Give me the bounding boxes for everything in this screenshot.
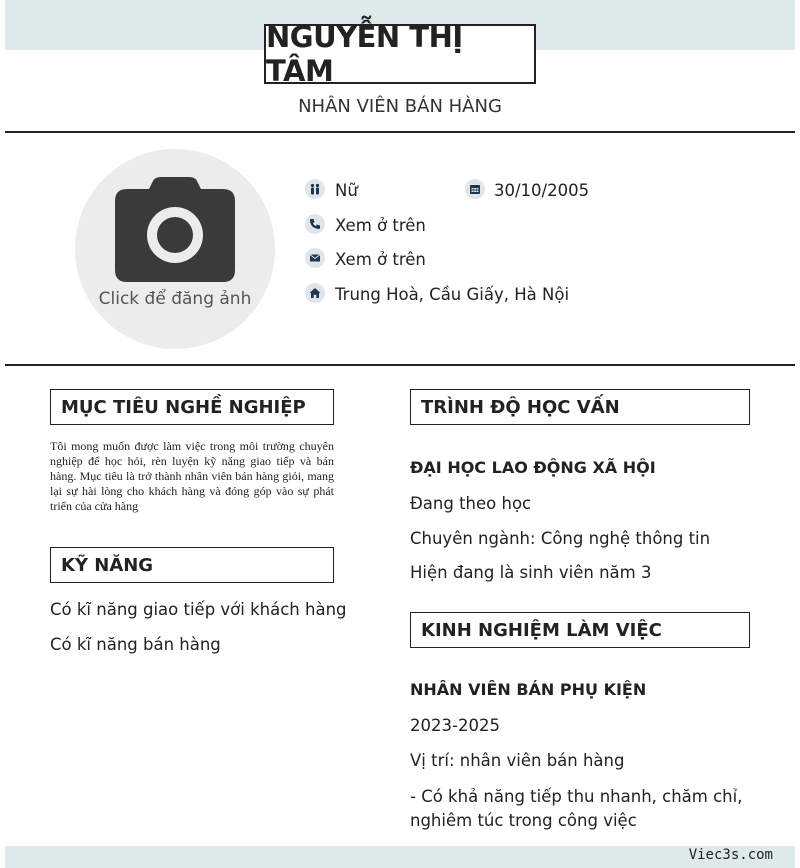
photo-upload[interactable] [75, 149, 275, 349]
gender-icon [305, 179, 325, 199]
address-value: Trung Hoà, Cầu Giấy, Hà Nội [335, 285, 570, 304]
email-value: Xem ở trên [335, 250, 426, 269]
skills-heading-box [50, 547, 334, 583]
experience-position: Vị trí: nhân viên bán hàng [410, 751, 625, 770]
name-box [264, 20, 536, 88]
phone-value: Xem ở trên [335, 216, 426, 235]
education-major: Chuyên ngành: Công nghệ thông tin [410, 529, 711, 548]
camera-icon [115, 177, 235, 282]
education-status: Đang theo học [410, 494, 532, 513]
photo-upload-label: Click để đăng ảnh [98, 289, 252, 309]
experience-heading-box [410, 612, 750, 648]
profile-divider [5, 364, 795, 366]
skill-item: Có kĩ năng bán hàng [50, 635, 221, 654]
home-icon [305, 283, 325, 303]
job-title: NHÂN VIÊN BÁN HÀNG [298, 96, 502, 117]
watermark: Viec3s.com [688, 847, 773, 863]
objective-text: Tôi mong muốn được làm việc trong môi trường chuyên nghiệp để học hỏi, rèn luyện kỹ năng giao tiếp và bán hàng. Mục tiêu là trở thành nhân viên bán hàng giỏi, mang lại sự hài lòng cho khách hàng và đóng góp vào sự phát triển của cửa hàng [50, 439, 334, 513]
experience-period: 2023-2025 [410, 716, 500, 735]
email-icon [305, 248, 325, 268]
objective-heading: MỤC TIÊU NGHỀ NGHIỆP [61, 396, 306, 418]
candidate-name: NGUYỄN THỊ TÂM [266, 20, 463, 88]
gender-value: Nữ [335, 181, 358, 200]
experience-heading: KINH NGHIỆM LÀM VIỆC [421, 619, 662, 641]
skills-heading: KỸ NĂNG [61, 554, 154, 576]
birthdate-value: 30/10/2005 [494, 181, 590, 200]
experience-role: NHÂN VIÊN BÁN PHỤ KIỆN [410, 680, 647, 699]
footer-band [5, 846, 795, 868]
calendar-icon [465, 179, 485, 199]
education-school: ĐẠI HỌC LAO ĐỘNG XÃ HỘI [410, 458, 656, 477]
header-divider [5, 131, 795, 133]
phone-icon [305, 214, 325, 234]
objective-heading-box [50, 389, 334, 425]
education-year: Hiện đang là sinh viên năm 3 [410, 563, 652, 582]
education-heading: TRÌNH ĐỘ HỌC VẤN [421, 396, 620, 418]
skill-item: Có kĩ năng giao tiếp với khách hàng [50, 600, 347, 619]
experience-description: - Có khả năng tiếp thu nhanh, chăm chỉ, nghiêm túc trong công việc [410, 787, 743, 830]
education-heading-box [410, 389, 750, 425]
